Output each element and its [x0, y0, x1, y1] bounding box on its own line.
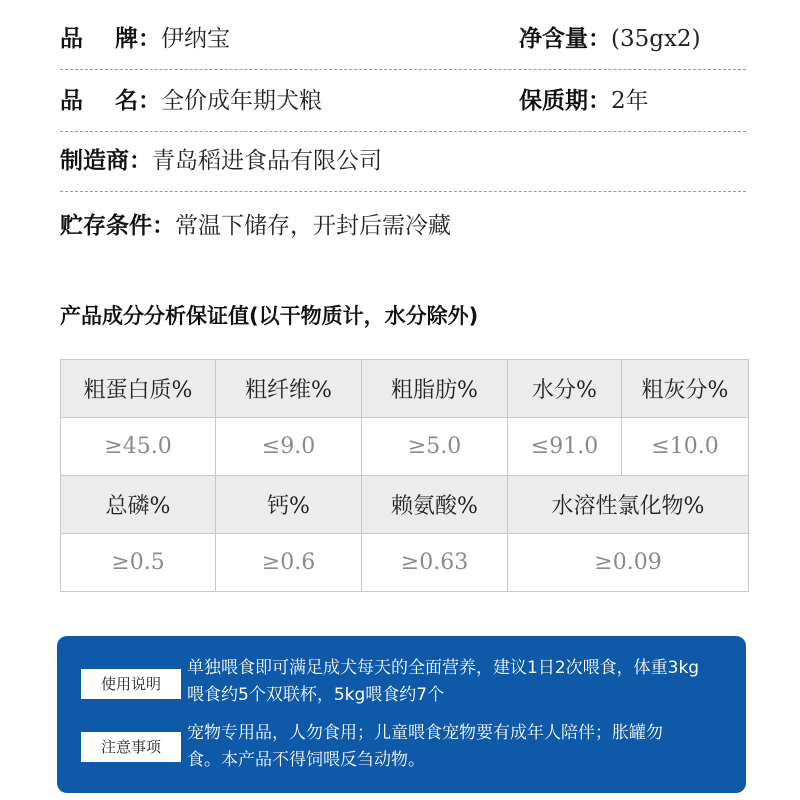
net-content-value: (35gx2) [611, 26, 701, 52]
brand-label: 品 牌： [60, 26, 162, 52]
product-name-field [60, 70, 322, 132]
net-content-field [519, 8, 701, 70]
shelf-life-label: 保质期： [519, 88, 611, 114]
usage-text [187, 655, 732, 709]
analysis-header-row-2 [61, 476, 749, 534]
value-crude-fat: ≥5.0 [362, 418, 508, 476]
analysis-value-row-1 [61, 418, 749, 476]
notice-panel [57, 636, 746, 793]
value-water-soluble-chloride: ≥0.09 [508, 534, 749, 592]
value-crude-protein: ≥45.0 [61, 418, 216, 476]
caution-line-1: 宠物专用品，人勿食用；儿童喂食宠物要有成年人陪伴；胀罐勿 [187, 723, 663, 743]
brand-value: 伊纳宝 [161, 26, 231, 52]
product-name-value: 全价成年期犬粮 [161, 88, 323, 114]
storage-value: 常温下储存，开封后需冷藏 [175, 213, 451, 239]
caution-text [187, 720, 732, 774]
value-lysine: ≥0.63 [362, 534, 508, 592]
analysis-title: 产品成分分析保证值(以干物质计，水分除外) [60, 304, 479, 328]
value-crude-ash: ≤10.0 [622, 418, 749, 476]
value-calcium: ≥0.6 [216, 534, 362, 592]
brand-field [60, 8, 230, 70]
header-total-phosphorus: 总磷% [61, 476, 216, 534]
storage-field [60, 195, 451, 257]
info-row-name [60, 70, 746, 132]
shelf-life-value: 2年 [611, 88, 649, 114]
value-crude-fiber: ≤9.0 [216, 418, 362, 476]
header-crude-ash: 粗灰分% [622, 360, 749, 418]
net-content-label: 净含量： [519, 26, 611, 52]
value-moisture: ≤91.0 [508, 418, 622, 476]
product-name-label: 品 名： [60, 88, 162, 114]
storage-label: 贮存条件： [60, 213, 175, 239]
header-calcium: 钙% [216, 476, 362, 534]
manufacturer-value: 青岛稻进食品有限公司 [152, 148, 382, 174]
caution-tag: 注意事项 [81, 732, 181, 762]
value-total-phosphorus: ≥0.5 [61, 534, 216, 592]
info-row-brand [60, 8, 746, 70]
usage-line-1: 单独喂食即可满足成犬每天的全面营养，建议1日2次喂食，体重3kg [187, 658, 700, 678]
header-water-soluble-chloride: 水溶性氯化物% [508, 476, 749, 534]
analysis-table [60, 359, 749, 592]
header-moisture: 水分% [508, 360, 622, 418]
manufacturer-field [60, 130, 382, 192]
header-crude-protein: 粗蛋白质% [61, 360, 216, 418]
manufacturer-label: 制造商： [60, 148, 152, 174]
header-crude-fiber: 粗纤维% [216, 360, 362, 418]
analysis-header-row-1 [61, 360, 749, 418]
caution-line-2: 食。本产品不得饲喂反刍动物。 [187, 750, 425, 770]
info-row-storage [60, 195, 746, 257]
header-lysine: 赖氨酸% [362, 476, 508, 534]
usage-tag: 使用说明 [81, 669, 181, 699]
usage-line-2: 喂食约5个双联杯，5kg喂食约7个 [187, 685, 445, 705]
shelf-life-field [519, 70, 649, 132]
header-crude-fat: 粗脂肪% [362, 360, 508, 418]
analysis-value-row-2 [61, 534, 749, 592]
info-row-maker [60, 130, 746, 192]
